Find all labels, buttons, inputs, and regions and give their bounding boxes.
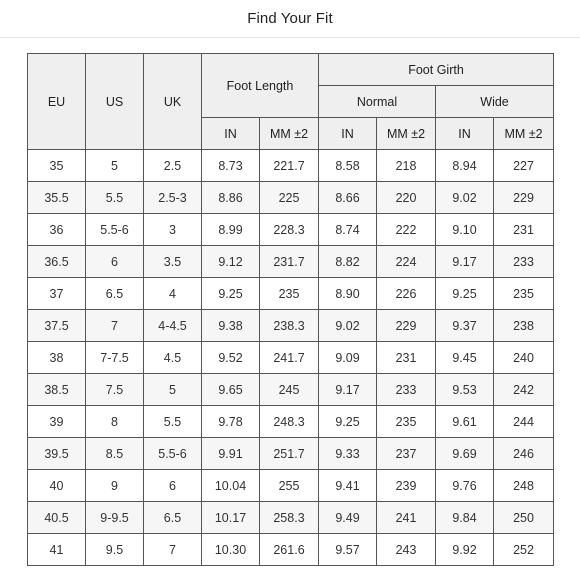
cell-normal-mm: 241 [377,502,436,534]
cell-length-mm: 228.3 [260,214,319,246]
cell-wide-mm: 238 [494,310,554,342]
cell-wide-in: 9.37 [436,310,494,342]
cell-wide-in: 9.53 [436,374,494,406]
table-row [28,310,554,342]
table-row [28,502,554,534]
cell-uk: 6.5 [144,502,202,534]
header-eu: EU [28,54,86,150]
cell-us: 5.5-6 [86,214,144,246]
header-us: US [86,54,144,150]
header-length-in: IN [202,118,260,150]
header-wide-in: IN [436,118,494,150]
cell-eu: 41 [28,534,86,566]
cell-us: 5.5 [86,182,144,214]
cell-length-mm: 258.3 [260,502,319,534]
cell-wide-in: 8.94 [436,150,494,182]
cell-uk: 5.5-6 [144,438,202,470]
cell-normal-mm: 218 [377,150,436,182]
cell-normal-in: 9.25 [319,406,377,438]
cell-normal-mm: 237 [377,438,436,470]
cell-normal-mm: 233 [377,374,436,406]
cell-eu: 36.5 [28,246,86,278]
header-normal-mm: MM ±2 [377,118,436,150]
cell-normal-mm: 222 [377,214,436,246]
cell-normal-mm: 224 [377,246,436,278]
table-row [28,182,554,214]
cell-us: 8.5 [86,438,144,470]
cell-wide-mm: 227 [494,150,554,182]
cell-us: 7.5 [86,374,144,406]
cell-wide-in: 9.69 [436,438,494,470]
cell-normal-mm: 243 [377,534,436,566]
page-header [0,0,580,38]
table-row [28,438,554,470]
cell-eu: 39.5 [28,438,86,470]
cell-wide-mm: 248 [494,470,554,502]
header-normal-in: IN [319,118,377,150]
cell-normal-mm: 226 [377,278,436,310]
cell-uk: 4-4.5 [144,310,202,342]
cell-wide-mm: 233 [494,246,554,278]
cell-wide-in: 9.61 [436,406,494,438]
size-table [27,53,554,566]
cell-eu: 38 [28,342,86,374]
cell-normal-in: 8.66 [319,182,377,214]
cell-length-mm: 235 [260,278,319,310]
size-table-body [28,150,554,566]
cell-normal-in: 8.58 [319,150,377,182]
cell-length-mm: 255 [260,470,319,502]
cell-eu: 35 [28,150,86,182]
cell-length-mm: 221.7 [260,150,319,182]
cell-eu: 39 [28,406,86,438]
page-title: Find Your Fit [247,10,333,27]
cell-length-mm: 225 [260,182,319,214]
cell-uk: 3.5 [144,246,202,278]
cell-wide-mm: 246 [494,438,554,470]
cell-length-in: 9.78 [202,406,260,438]
cell-length-mm: 241.7 [260,342,319,374]
cell-wide-mm: 250 [494,502,554,534]
cell-length-in: 9.91 [202,438,260,470]
cell-normal-in: 9.17 [319,374,377,406]
table-row [28,342,554,374]
header-wide: Wide [436,86,554,118]
cell-uk: 7 [144,534,202,566]
cell-wide-in: 9.84 [436,502,494,534]
cell-length-in: 9.65 [202,374,260,406]
cell-eu: 37 [28,278,86,310]
cell-length-in: 9.12 [202,246,260,278]
cell-wide-mm: 240 [494,342,554,374]
cell-length-mm: 251.7 [260,438,319,470]
cell-length-in: 8.99 [202,214,260,246]
cell-eu: 38.5 [28,374,86,406]
table-row [28,214,554,246]
cell-wide-mm: 252 [494,534,554,566]
cell-uk: 5 [144,374,202,406]
cell-normal-in: 8.74 [319,214,377,246]
cell-normal-in: 9.02 [319,310,377,342]
cell-length-in: 10.17 [202,502,260,534]
cell-wide-mm: 231 [494,214,554,246]
table-row [28,470,554,502]
cell-uk: 4 [144,278,202,310]
cell-wide-in: 9.10 [436,214,494,246]
header-wide-mm: MM ±2 [494,118,554,150]
cell-eu: 40.5 [28,502,86,534]
cell-length-mm: 245 [260,374,319,406]
table-row [28,374,554,406]
cell-wide-in: 9.92 [436,534,494,566]
cell-us: 9 [86,470,144,502]
cell-length-mm: 238.3 [260,310,319,342]
cell-wide-in: 9.76 [436,470,494,502]
header-foot-length: Foot Length [202,54,319,118]
cell-length-in: 9.52 [202,342,260,374]
cell-eu: 37.5 [28,310,86,342]
cell-eu: 35.5 [28,182,86,214]
cell-wide-in: 9.45 [436,342,494,374]
cell-uk: 2.5-3 [144,182,202,214]
cell-wide-in: 9.17 [436,246,494,278]
cell-length-in: 9.38 [202,310,260,342]
cell-length-in: 9.25 [202,278,260,310]
table-row [28,406,554,438]
header-uk: UK [144,54,202,150]
header-foot-girth: Foot Girth [319,54,554,86]
cell-us: 8 [86,406,144,438]
cell-uk: 2.5 [144,150,202,182]
table-row [28,534,554,566]
cell-length-in: 8.73 [202,150,260,182]
cell-normal-mm: 239 [377,470,436,502]
cell-normal-in: 8.82 [319,246,377,278]
cell-normal-in: 9.57 [319,534,377,566]
cell-normal-mm: 231 [377,342,436,374]
cell-length-mm: 261.6 [260,534,319,566]
cell-wide-mm: 235 [494,278,554,310]
cell-normal-mm: 229 [377,310,436,342]
cell-wide-in: 9.02 [436,182,494,214]
cell-us: 9-9.5 [86,502,144,534]
cell-normal-mm: 220 [377,182,436,214]
cell-length-mm: 248.3 [260,406,319,438]
cell-normal-in: 9.09 [319,342,377,374]
cell-uk: 5.5 [144,406,202,438]
cell-wide-mm: 242 [494,374,554,406]
cell-us: 9.5 [86,534,144,566]
cell-us: 5 [86,150,144,182]
cell-normal-in: 9.49 [319,502,377,534]
cell-normal-in: 9.33 [319,438,377,470]
cell-us: 7-7.5 [86,342,144,374]
cell-length-in: 8.86 [202,182,260,214]
cell-us: 6 [86,246,144,278]
cell-uk: 6 [144,470,202,502]
cell-length-in: 10.04 [202,470,260,502]
cell-length-mm: 231.7 [260,246,319,278]
cell-uk: 3 [144,214,202,246]
cell-normal-mm: 235 [377,406,436,438]
cell-eu: 36 [28,214,86,246]
cell-us: 7 [86,310,144,342]
cell-eu: 40 [28,470,86,502]
cell-uk: 4.5 [144,342,202,374]
cell-normal-in: 8.90 [319,278,377,310]
cell-normal-in: 9.41 [319,470,377,502]
table-row [28,246,554,278]
header-normal: Normal [319,86,436,118]
cell-wide-mm: 229 [494,182,554,214]
table-row [28,150,554,182]
cell-wide-in: 9.25 [436,278,494,310]
cell-us: 6.5 [86,278,144,310]
size-chart [27,53,553,566]
cell-length-in: 10.30 [202,534,260,566]
table-row [28,278,554,310]
cell-wide-mm: 244 [494,406,554,438]
header-length-mm: MM ±2 [260,118,319,150]
